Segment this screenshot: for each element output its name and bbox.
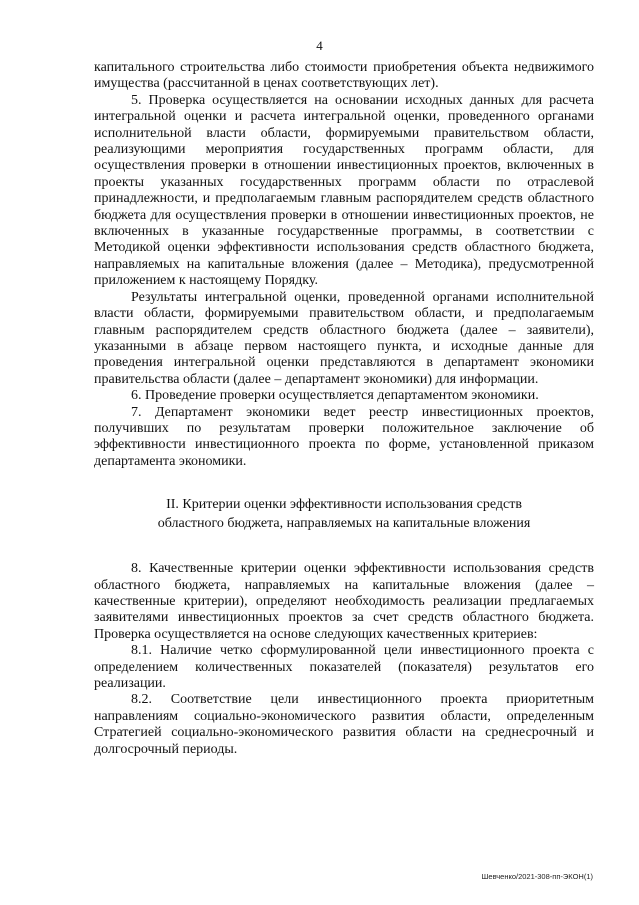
paragraph-item-5: 5. Проверка осуществляется на основании исходных данных для расчета интегральной оценки и расчета интегральной оценки, проведенного органами исполнительной власти области, формируемыми правительством области, реализующими мероприятия государственных программ области, для осуществления проверки в отношении инвестиционных проектов, включенных в проекты указанных государственных программ области по отраслевой принадлежности, и предполагаемым главным распорядителем средств областного бюджета для осуществления проверки в отношении инвестиционных проектов, не включенных в указанные государственные программы, в соответствии с Методикой оценки эффективности использования средств областного бюджета, направляемых на капитальные вложения (далее – Методика), предусмотренной приложением к настоящему Порядку.	[94, 92, 594, 289]
document-body	[94, 60, 594, 758]
paragraph-item-8-1: 8.1. Наличие четко сформулированной цели инвестиционного проекта с определением количественных показателей (показателя) результатов его реализации.	[94, 643, 594, 691]
section-heading	[94, 496, 594, 533]
paragraph-item-5-results: Результаты интегральной оценки, проведенной органами исполнительной власти области, формируемыми правительством области, и предполагаемым главным распорядителем средств областного бюджета (далее – заявители), указанными в абзаце первом настоящего пункта, и исходные данные для проведения интегральной оценки представляются в департамент экономики правительства области (далее – департамент экономики) для информации.	[94, 289, 594, 387]
paragraph-continuation: капитального строительства либо стоимости приобретения объекта недвижимого имущества (рассчитанной в ценах соответствующих лет).	[94, 60, 594, 92]
page-number: 4	[316, 38, 323, 53]
section-heading-line-2: областного бюджета, направляемых на капитальные вложения	[157, 515, 531, 531]
section-heading-line-1: II. Критерии оценки эффективности использования средств	[166, 497, 522, 513]
paragraph-item-8: 8. Качественные критерии оценки эффективности использования средств областного бюджета, направляемых на капитальные вложения (далее – качественные критерии), определяют необходимость реализации предлагаемых заявителями инвестиционных проектов за счет средств областного бюджета. Проверка осуществляется на основе следующих качественных критериев:	[94, 561, 594, 642]
document-reference-footer: Шевченко/2021-308-пп-ЭКОН(1)	[481, 872, 593, 881]
paragraph-item-6: 6. Проведение проверки осуществляется департаментом экономики.	[131, 388, 539, 404]
paragraph-item-7: 7. Департамент экономики ведет реестр инвестиционных проектов, получивших по результатам проверки положительное заключение об эффективности инвестиционного проекта по форме, установленной приказом департамента экономики.	[94, 404, 594, 469]
paragraph-item-8-2: 8.2. Соответствие цели инвестиционного проекта приоритетным направлениям социально-экономического развития области, определенным Стратегией социально-экономического развития области на среднесрочный и долгосрочный периоды.	[94, 692, 594, 757]
